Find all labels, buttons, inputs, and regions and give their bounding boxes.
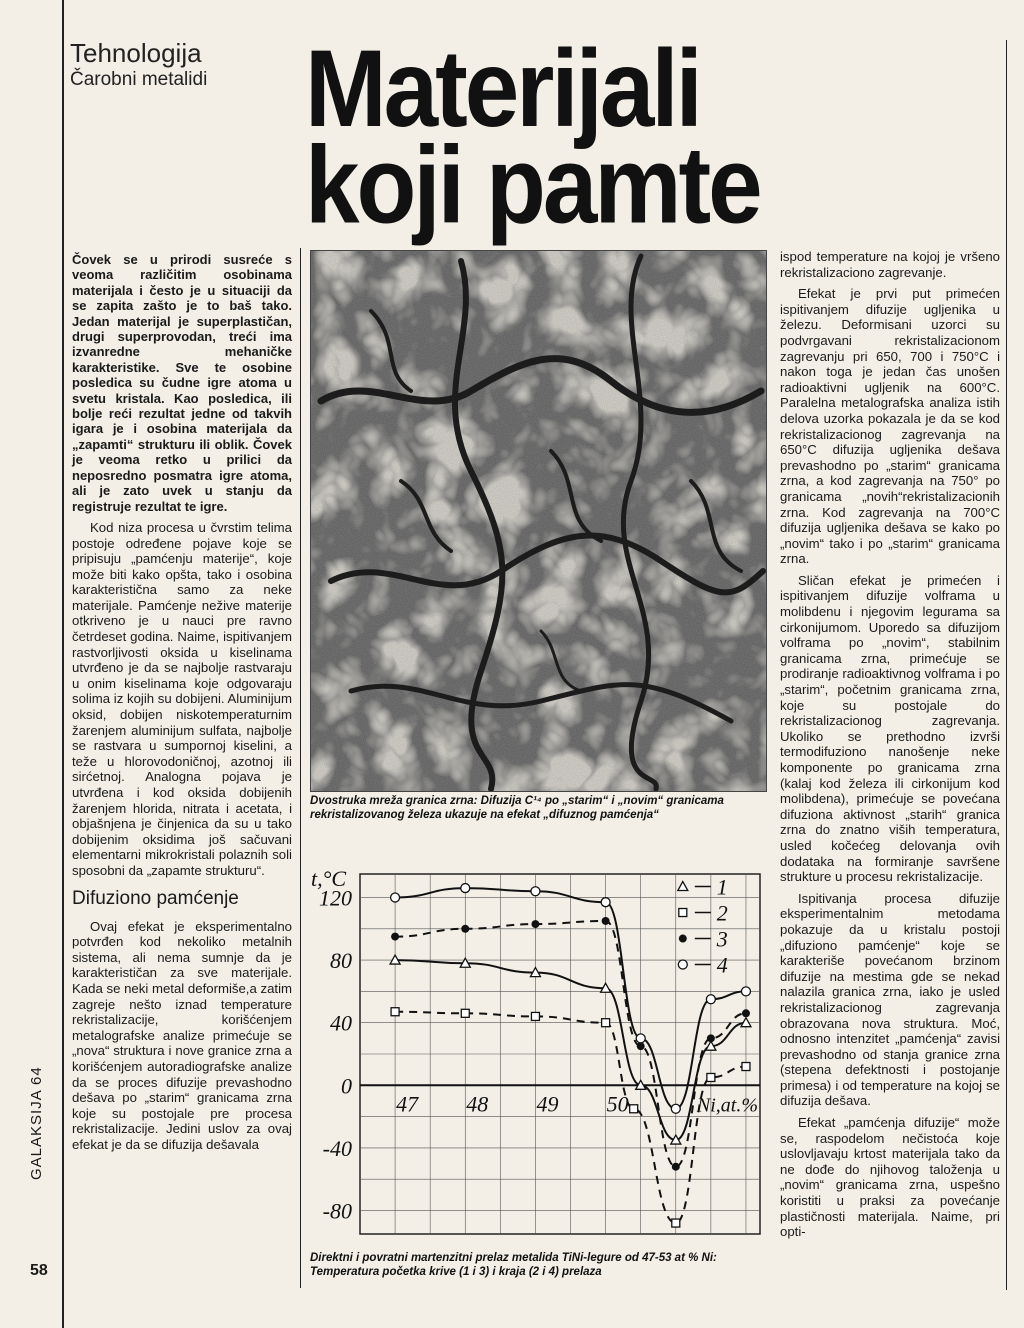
data-point-series-3 <box>742 1009 750 1017</box>
page-number: 58 <box>30 1262 48 1279</box>
photo-caption: Dvostruka mreža granica zrna: Difuzija C¹⁴ po „starim“ i „novim“ granicama rekristalizovanog železa ukazuje na efekat „difuznog pamćenja“ <box>310 795 724 821</box>
transition-chart <box>305 852 770 1247</box>
data-point-series-4 <box>531 887 540 896</box>
headline-line-1: Materijali <box>305 26 700 150</box>
legend-label-1: 1 <box>716 874 728 900</box>
y-axis-label: t,°C <box>311 866 347 891</box>
data-point-series-2 <box>391 1008 399 1016</box>
data-point-series-2 <box>461 1009 469 1017</box>
data-point-series-3 <box>461 925 469 933</box>
y-tick-label: -40 <box>322 1135 352 1161</box>
data-point-series-2 <box>602 1019 610 1027</box>
y-tick-label: -80 <box>322 1198 352 1224</box>
data-point-series-2 <box>672 1219 680 1227</box>
data-point-series-3 <box>531 920 539 928</box>
data-point-series-4 <box>391 893 400 902</box>
legend-label-2: 2 <box>716 900 728 926</box>
magazine-name: GALAKSIJA 64 <box>28 1066 45 1180</box>
y-tick-label: 120 <box>319 885 352 911</box>
micrograph-photo <box>310 250 767 792</box>
legend-marker-4 <box>678 960 687 969</box>
column-right <box>780 249 1000 1246</box>
legend-label-3: 3 <box>716 926 728 952</box>
column-left <box>72 252 292 1158</box>
data-point-series-2 <box>707 1073 715 1081</box>
body-paragraph: ispod temperature na kojoj je vršeno rekristalizaciono zagrevanje. <box>780 249 1000 280</box>
chart-caption: Direktni i povratni martenzitni prelaz metalida TiNi-legure od 47-53 at % Ni: Temperatura početka krive (1 i 3) i kraja (2 i 4) prelaza <box>310 1252 717 1278</box>
x-tick-label: 49 <box>536 1091 559 1117</box>
x-axis-label: Ni,at.% <box>696 1094 758 1117</box>
data-point-series-4 <box>671 1104 680 1113</box>
body-paragraph: Sličan efekat je primećen i ispitivanjem difuzije volframa u molibdenu i njegovim legurama sa cirkonijumom. Uporedo sa difuzijom volframa po „novim“, stabilnim granicama zrna, primećuje se prodiranje radioaktivnog volframa i po „starim“, početnim granicama zrna, koje su postojale do rekristalizacionog zagrevanja. Ukoliko se prethodno izvrši termodifuziono nanošenje neke komponente po granicama zrna (kalaj kod železa ili cirkonijum kod molibdena), primećuje se povećana difuziona aktivnost „starih“ granica zrna do znatno viših temperatura, usled kočećeg delovanja ovih dodataka na formiranje savršene strukture u procesu rekristalizacije. <box>780 572 1000 885</box>
headline <box>305 26 760 247</box>
x-tick-label: 48 <box>466 1091 489 1117</box>
y-tick-label: 40 <box>330 1010 352 1036</box>
section-title: Tehnologija <box>70 38 202 68</box>
section-header <box>70 38 207 92</box>
body-paragraph: Kod niza procesa u čvrstim telima postoje određene pojave koje se pripisuju „pamćenju materije“, koje može biti kako opšta, tako i osobina karakteristična samo za neke materijale. Pamćenje nežive materije otkriveno je u nauci pre ravno četrdeset godina. Naime, ispitivanjem rastvorljivosti oksida u kiselinama utvrđeno je da se najbolje rastvaraju u onim kiselinama koje odgovaraju solima iz kojih su dobijeni. Aluminijum oksid, dobijen niskotemperaturnim žarenjem aluminijum sulfata, najbolje se rastvara u sumpornoj kiselini, a teže u hlorovodoničnoj, azotnoj ili sirćetnoj. Analogna pojava je utvrđena i kod oksida dobijenih žarenjem hlorida, nitrata i acetata, i objašnjena je činjenica da su u tako dobijenim oksidima još sačuvani elementarni mikrokristali polaznih soli sposobni da „zapamte strukturu“. <box>72 519 292 878</box>
body-paragraph: Efekat je prvi put primećen ispitivanjem difuzije ugljenika u železu. Deformisani uzorci su podvrgavani rekristalizacionom zagrevanju pri 650, 700 i 750°C i nakon toga je jedan čas unošen radioaktivni ugljenik na 600°C. Paralelna metalografska analiza istih delova uzorka pokazala je da se kod rekristalizacionog zagrevanja na 650°C difuzija ugljenika dešava prevashodno po „starim“ granicama zrna, a kod zagrevanja na 750° po granicama „novih“rekristalizacionih zrna. Kod zagrevanja na 700°C difuzija ugljenika dešava se kako po „novim“ tako i po „starim“ granicama zrna. <box>780 286 1000 567</box>
data-point-series-4 <box>706 995 715 1004</box>
data-point-series-4 <box>461 884 470 893</box>
right-rule <box>1006 40 1007 1290</box>
chart-canvas <box>305 852 770 1247</box>
legend-marker-2 <box>679 909 687 917</box>
column-rule <box>300 248 301 1288</box>
data-point-series-2 <box>531 1012 539 1020</box>
legend-label-4: 4 <box>716 952 728 978</box>
x-tick-label: 50 <box>606 1091 629 1117</box>
micrograph-image <box>311 251 766 791</box>
data-point-series-4 <box>741 987 750 996</box>
data-point-series-3 <box>707 1034 715 1042</box>
data-point-series-2 <box>630 1105 638 1113</box>
data-point-series-3 <box>391 933 399 941</box>
data-point-series-4 <box>636 1034 645 1043</box>
lead-paragraph: Čovek se u prirodi susreće s veoma različitim osobinama materijala i često je u situaciji da se zapita zašto je to baš tako. Jedan materijal je superplastičan, drugi superprovodan, treći ima izvanredne mehaničke karakteristike. Sve te osobine posledica su čudne igre atoma u svetu kristala. Kao posledica, ili bolje reći rezultat jedne od takvih igara je i osobina materijala da „zapamti“ strukturu ili oblik. Čovek je veoma retko u prilici da neposredno posmatra igre atoma, ali je zato uvek u stanju da registruje rezultat te igre. <box>72 252 292 514</box>
data-point-series-4 <box>601 898 610 907</box>
y-tick-label: 80 <box>330 948 352 974</box>
legend-marker-1 <box>678 882 688 891</box>
data-point-series-3 <box>602 917 610 925</box>
body-paragraph: Ispitivanja procesa difuzije eksperimentalnim metodama pokazuje da u kristalu postoji „difuziono pamćenje“ koje se karakteriše povećanom brzinom difuzije na mestima gde se nekad nalazila granica zrna, iako je usled rekristalizacionog zagrevanja obrazovana nova struktura. Moć, odnosno intenzitet „pamćenja“ zavisi prevashodno od stanja granice zrna (stepena defektnosti i postojanje primesa) i od temperature na kojoj se difuzija dešava. <box>780 890 1000 1109</box>
body-paragraph: Efekat „pamćenja difuzije“ može se, raspodelom nečistoća koje uslovljavaju krtost materijala tako da ne dođe do njihovog taloženja u „novim“ granicama zrna, uspešno koristiti u praksi za povećanje plastičnosti materijala. Naime, pri opti- <box>780 1115 1000 1240</box>
headline-line-2: koji pamte <box>305 122 760 247</box>
left-rule <box>62 0 64 1328</box>
section-subtitle: Čarobni metalidi <box>70 69 208 90</box>
y-tick-label: 0 <box>341 1073 352 1099</box>
body-paragraph: Ovaj efekat je eksperimentalno potvrđen kod nekoliko metalnih sistema, ali nema sumnje da je karakterističan za sve materijale. Kada se neki metal deformiše,a zatim zagreje nešto iznad temperature rekristalizacije, korišćenjem metalografske analize primećuje se „nova“ struktura i nove granice zrna a korišćenjem autoradiografske analize da se proces difuzije prevashodno dešava po „starim“ granicama zrna koje su postojale pre procesa rekristalizacije. Jedini uslov za ovaj efekat je da se difuzija dešavala <box>72 918 292 1152</box>
data-point-series-3 <box>672 1163 680 1171</box>
legend-marker-3 <box>679 935 687 943</box>
x-tick-label: 47 <box>396 1091 419 1117</box>
subheading: Difuziono pamćenje <box>72 887 239 909</box>
data-point-series-2 <box>742 1063 750 1071</box>
